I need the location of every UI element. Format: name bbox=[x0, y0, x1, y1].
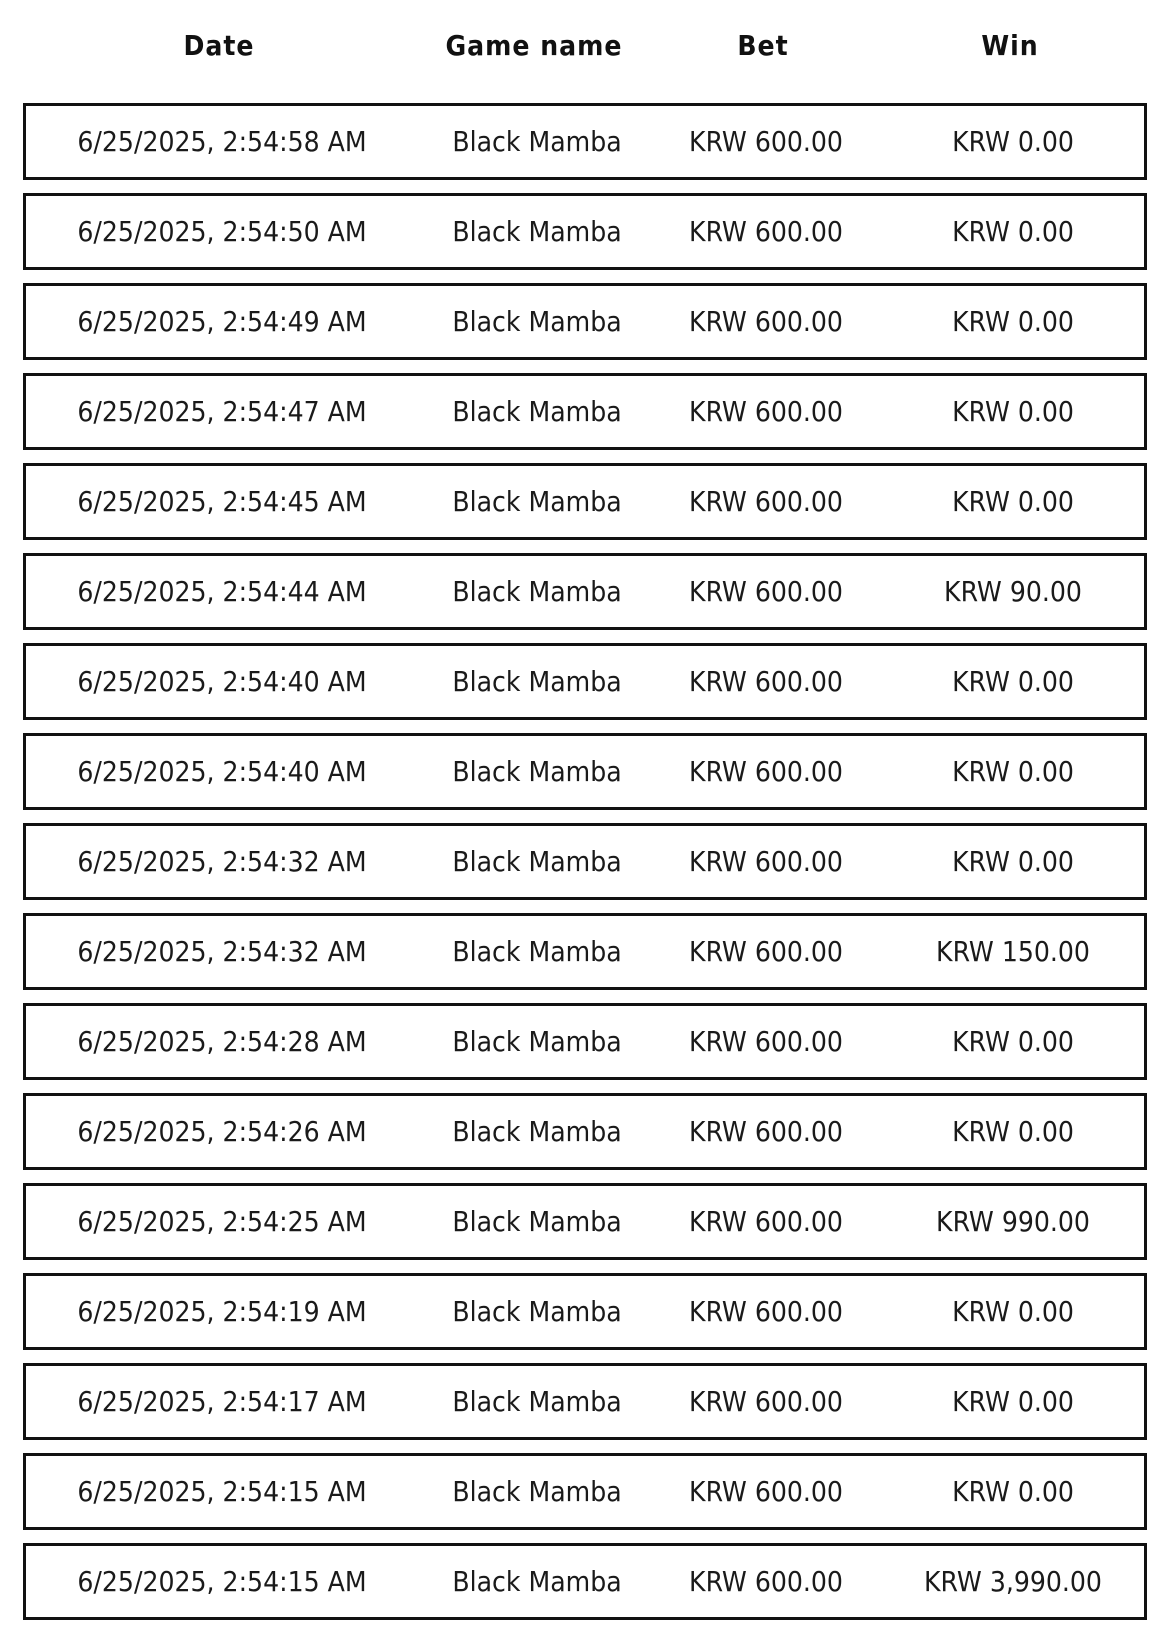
row-win: KRW 0.00 bbox=[952, 305, 1074, 338]
row-date: 6/25/2025, 2:54:50 AM bbox=[77, 215, 367, 248]
table-row[interactable] bbox=[23, 1093, 1147, 1170]
row-date: 6/25/2025, 2:54:45 AM bbox=[77, 485, 367, 518]
row-game-name: Black Mamba bbox=[452, 1025, 622, 1058]
table-row[interactable] bbox=[23, 1273, 1147, 1350]
row-bet: KRW 600.00 bbox=[689, 665, 843, 698]
row-win: KRW 0.00 bbox=[952, 1385, 1074, 1418]
row-win: KRW 0.00 bbox=[952, 1475, 1074, 1508]
row-date: 6/25/2025, 2:54:44 AM bbox=[77, 575, 367, 608]
row-bet: KRW 600.00 bbox=[689, 1205, 843, 1238]
row-bet: KRW 600.00 bbox=[689, 935, 843, 968]
row-game-name: Black Mamba bbox=[452, 125, 622, 158]
header-bet: Bet bbox=[737, 29, 789, 62]
table-row[interactable] bbox=[23, 1453, 1147, 1530]
row-date: 6/25/2025, 2:54:32 AM bbox=[77, 845, 367, 878]
row-bet: KRW 600.00 bbox=[689, 395, 843, 428]
row-bet: KRW 600.00 bbox=[689, 845, 843, 878]
row-date: 6/25/2025, 2:54:49 AM bbox=[77, 305, 367, 338]
row-date: 6/25/2025, 2:54:32 AM bbox=[77, 935, 367, 968]
row-win: KRW 0.00 bbox=[952, 845, 1074, 878]
row-win: KRW 0.00 bbox=[952, 215, 1074, 248]
header-game-name: Game name bbox=[445, 29, 623, 62]
table-row[interactable] bbox=[23, 823, 1147, 900]
row-bet: KRW 600.00 bbox=[689, 1475, 843, 1508]
row-game-name: Black Mamba bbox=[452, 845, 622, 878]
row-date: 6/25/2025, 2:54:28 AM bbox=[77, 1025, 367, 1058]
row-bet: KRW 600.00 bbox=[689, 755, 843, 788]
row-game-name: Black Mamba bbox=[452, 575, 622, 608]
table-row[interactable] bbox=[23, 283, 1147, 360]
row-date: 6/25/2025, 2:54:26 AM bbox=[77, 1115, 367, 1148]
table-row[interactable] bbox=[23, 103, 1147, 180]
table-row[interactable] bbox=[23, 1543, 1147, 1620]
row-win: KRW 0.00 bbox=[952, 485, 1074, 518]
row-date: 6/25/2025, 2:54:58 AM bbox=[77, 125, 367, 158]
row-win: KRW 0.00 bbox=[952, 1295, 1074, 1328]
row-bet: KRW 600.00 bbox=[689, 1295, 843, 1328]
row-win: KRW 90.00 bbox=[944, 575, 1082, 608]
row-game-name: Black Mamba bbox=[452, 1205, 622, 1238]
table-row[interactable] bbox=[23, 193, 1147, 270]
row-bet: KRW 600.00 bbox=[689, 305, 843, 338]
table-header bbox=[0, 26, 1170, 66]
table-row[interactable] bbox=[23, 643, 1147, 720]
row-win: KRW 990.00 bbox=[936, 1205, 1090, 1238]
row-date: 6/25/2025, 2:54:40 AM bbox=[77, 665, 367, 698]
row-bet: KRW 600.00 bbox=[689, 575, 843, 608]
row-win: KRW 0.00 bbox=[952, 1115, 1074, 1148]
table-row[interactable] bbox=[23, 1003, 1147, 1080]
row-win: KRW 0.00 bbox=[952, 755, 1074, 788]
row-date: 6/25/2025, 2:54:19 AM bbox=[77, 1295, 367, 1328]
row-date: 6/25/2025, 2:54:25 AM bbox=[77, 1205, 367, 1238]
row-bet: KRW 600.00 bbox=[689, 215, 843, 248]
row-date: 6/25/2025, 2:54:15 AM bbox=[77, 1565, 367, 1598]
row-bet: KRW 600.00 bbox=[689, 1565, 843, 1598]
row-game-name: Black Mamba bbox=[452, 305, 622, 338]
row-bet: KRW 600.00 bbox=[689, 1115, 843, 1148]
row-date: 6/25/2025, 2:54:40 AM bbox=[77, 755, 367, 788]
table-row[interactable] bbox=[23, 1183, 1147, 1260]
row-game-name: Black Mamba bbox=[452, 1295, 622, 1328]
row-game-name: Black Mamba bbox=[452, 485, 622, 518]
table-row[interactable] bbox=[23, 463, 1147, 540]
bet-history-list bbox=[23, 103, 1147, 1633]
row-win: KRW 0.00 bbox=[952, 1025, 1074, 1058]
row-game-name: Black Mamba bbox=[452, 1115, 622, 1148]
row-bet: KRW 600.00 bbox=[689, 1385, 843, 1418]
table-row[interactable] bbox=[23, 553, 1147, 630]
row-game-name: Black Mamba bbox=[452, 755, 622, 788]
row-bet: KRW 600.00 bbox=[689, 125, 843, 158]
row-bet: KRW 600.00 bbox=[689, 1025, 843, 1058]
row-win: KRW 3,990.00 bbox=[924, 1565, 1102, 1598]
row-game-name: Black Mamba bbox=[452, 395, 622, 428]
row-game-name: Black Mamba bbox=[452, 1385, 622, 1418]
row-date: 6/25/2025, 2:54:15 AM bbox=[77, 1475, 367, 1508]
row-game-name: Black Mamba bbox=[452, 665, 622, 698]
header-date: Date bbox=[183, 29, 255, 62]
row-win: KRW 0.00 bbox=[952, 125, 1074, 158]
row-bet: KRW 600.00 bbox=[689, 485, 843, 518]
table-row[interactable] bbox=[23, 733, 1147, 810]
row-game-name: Black Mamba bbox=[452, 1475, 622, 1508]
row-game-name: Black Mamba bbox=[452, 935, 622, 968]
row-win: KRW 150.00 bbox=[936, 935, 1090, 968]
table-row[interactable] bbox=[23, 913, 1147, 990]
row-date: 6/25/2025, 2:54:47 AM bbox=[77, 395, 367, 428]
row-win: KRW 0.00 bbox=[952, 665, 1074, 698]
row-game-name: Black Mamba bbox=[452, 1565, 622, 1598]
row-date: 6/25/2025, 2:54:17 AM bbox=[77, 1385, 367, 1418]
row-win: KRW 0.00 bbox=[952, 395, 1074, 428]
table-row[interactable] bbox=[23, 373, 1147, 450]
row-game-name: Black Mamba bbox=[452, 215, 622, 248]
table-row[interactable] bbox=[23, 1363, 1147, 1440]
header-win: Win bbox=[981, 29, 1039, 62]
